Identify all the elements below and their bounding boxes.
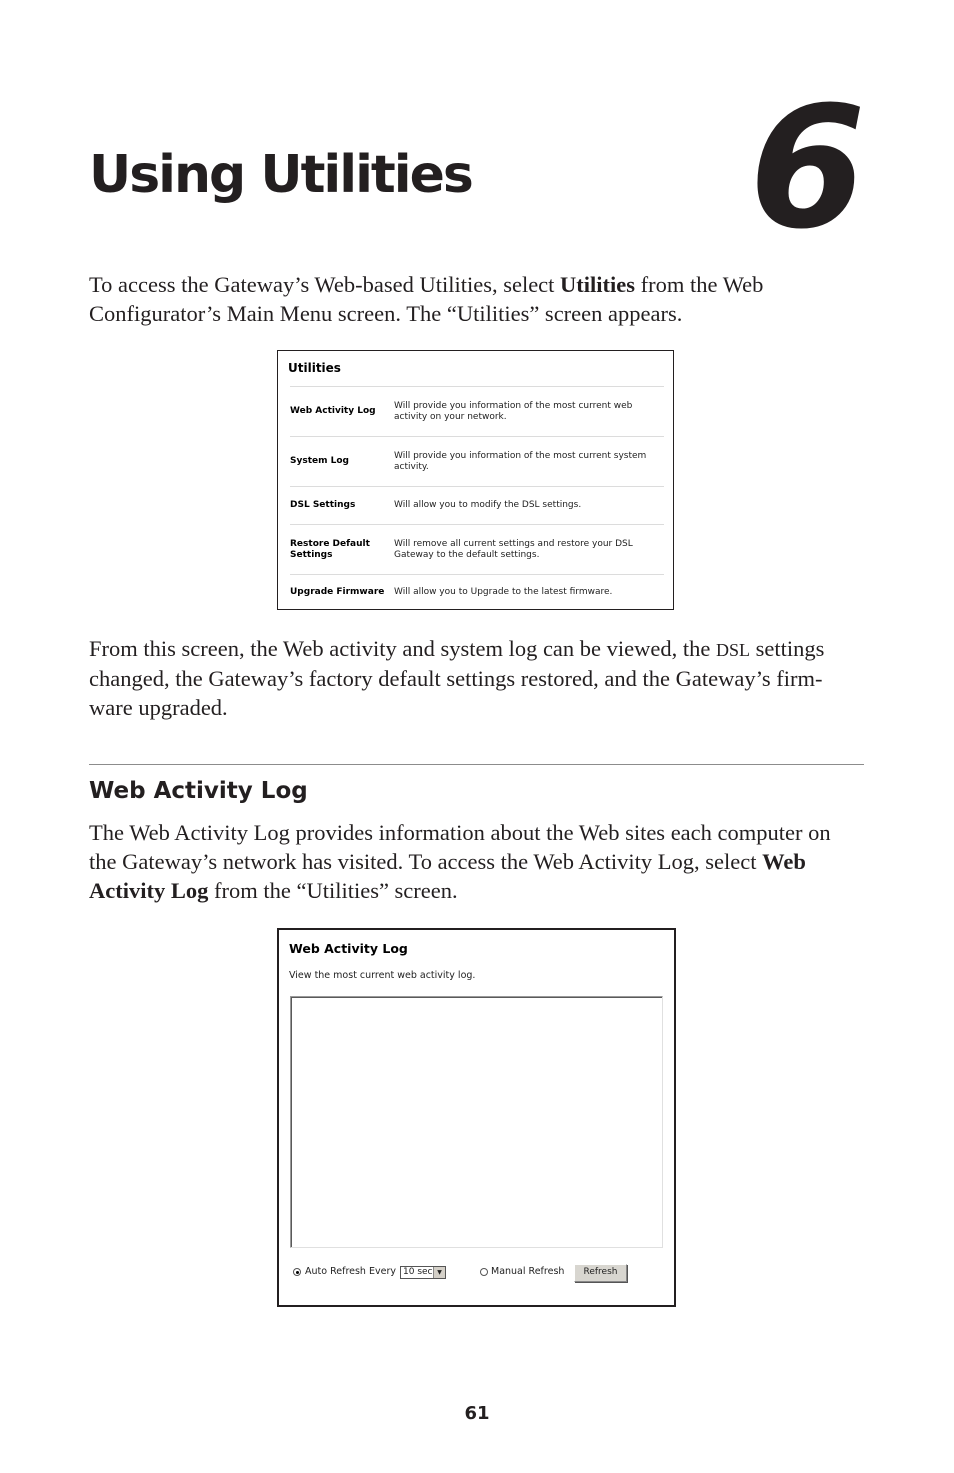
section-text-end: from the “Utilities” screen.: [208, 877, 458, 903]
web-activity-log-screenshot: [277, 928, 676, 1307]
utilities-screenshot: [277, 350, 674, 610]
intro-paragraph: [89, 271, 859, 329]
utility-row-dsl-settings[interactable]: [290, 486, 664, 524]
utilities-title: Utilities: [288, 361, 341, 375]
activity-log-textarea[interactable]: [290, 996, 663, 1248]
utility-description: Will remove all current settings and restore your DSL Gateway to the default settings.: [394, 538, 633, 560]
section-text: The Web Activity Log provides information about the Web sites each computer on the Gateway’s network has visited. To access the Web Activity Log, select: [89, 820, 831, 874]
intro-bold: Utilities: [560, 272, 636, 297]
utility-description: Will allow you to Upgrade to the latest firmware.: [394, 587, 613, 597]
section-bold: Web Activity Log: [89, 848, 806, 903]
chapter-number: 6: [749, 70, 860, 266]
web-activity-subtitle: View the most current web activity log.: [289, 970, 476, 981]
utility-name[interactable]: Restore Default Settings: [290, 538, 370, 560]
utility-name[interactable]: System Log: [290, 456, 349, 466]
section-paragraph: [89, 819, 859, 905]
manual-refresh-radio[interactable]: [480, 1268, 488, 1276]
summary-dsl: DSL: [716, 640, 751, 660]
utility-row-web-activity-log[interactable]: [290, 386, 664, 436]
auto-refresh-label: Auto Refresh Every: [305, 1266, 396, 1277]
chapter-title: Using Utilities: [89, 145, 472, 205]
chevron-down-icon[interactable]: ▼: [433, 1267, 445, 1278]
utility-row-upgrade-firmware[interactable]: [290, 574, 664, 610]
utility-name[interactable]: Upgrade Firmware: [290, 587, 385, 597]
intro-text-end: from the Web Configurator’s Main Menu screen. The “Utilities” screen appears.: [89, 272, 764, 326]
auto-refresh-radio[interactable]: [293, 1268, 301, 1276]
utility-description: Will allow you to modify the DSL settings.: [394, 500, 582, 510]
utility-name[interactable]: Web Activity Log: [290, 406, 376, 416]
section-divider: [89, 764, 864, 765]
utility-description: Will provide you information of the most current web activity on your network.: [394, 400, 633, 422]
refresh-button[interactable]: Refresh: [574, 1264, 627, 1282]
intro-text: To access the Gateway’s Web-based Utilities, select: [89, 272, 561, 297]
utility-description: Will provide you information of the most current system activity.: [394, 450, 647, 472]
summary-text: From this screen, the Web activity and system log can be viewed, the: [89, 636, 716, 661]
summary-text-end: settings changed, the Gateway’s factory default settings restored, and the Gateway’s firm-ware upgraded.: [89, 636, 825, 720]
section-heading: Web Activity Log: [89, 778, 308, 804]
refresh-interval-value: 10 sec: [403, 1267, 433, 1277]
web-activity-title: Web Activity Log: [289, 941, 408, 956]
utility-row-system-log[interactable]: [290, 436, 664, 486]
manual-refresh-label: Manual Refresh: [491, 1266, 565, 1277]
summary-paragraph: [89, 635, 859, 722]
refresh-interval-select[interactable]: [400, 1266, 446, 1279]
page-number: 61: [464, 1403, 490, 1424]
refresh-controls: [291, 1264, 661, 1282]
utility-name[interactable]: DSL Settings: [290, 500, 356, 510]
utility-row-restore-default-settings[interactable]: [290, 524, 664, 574]
